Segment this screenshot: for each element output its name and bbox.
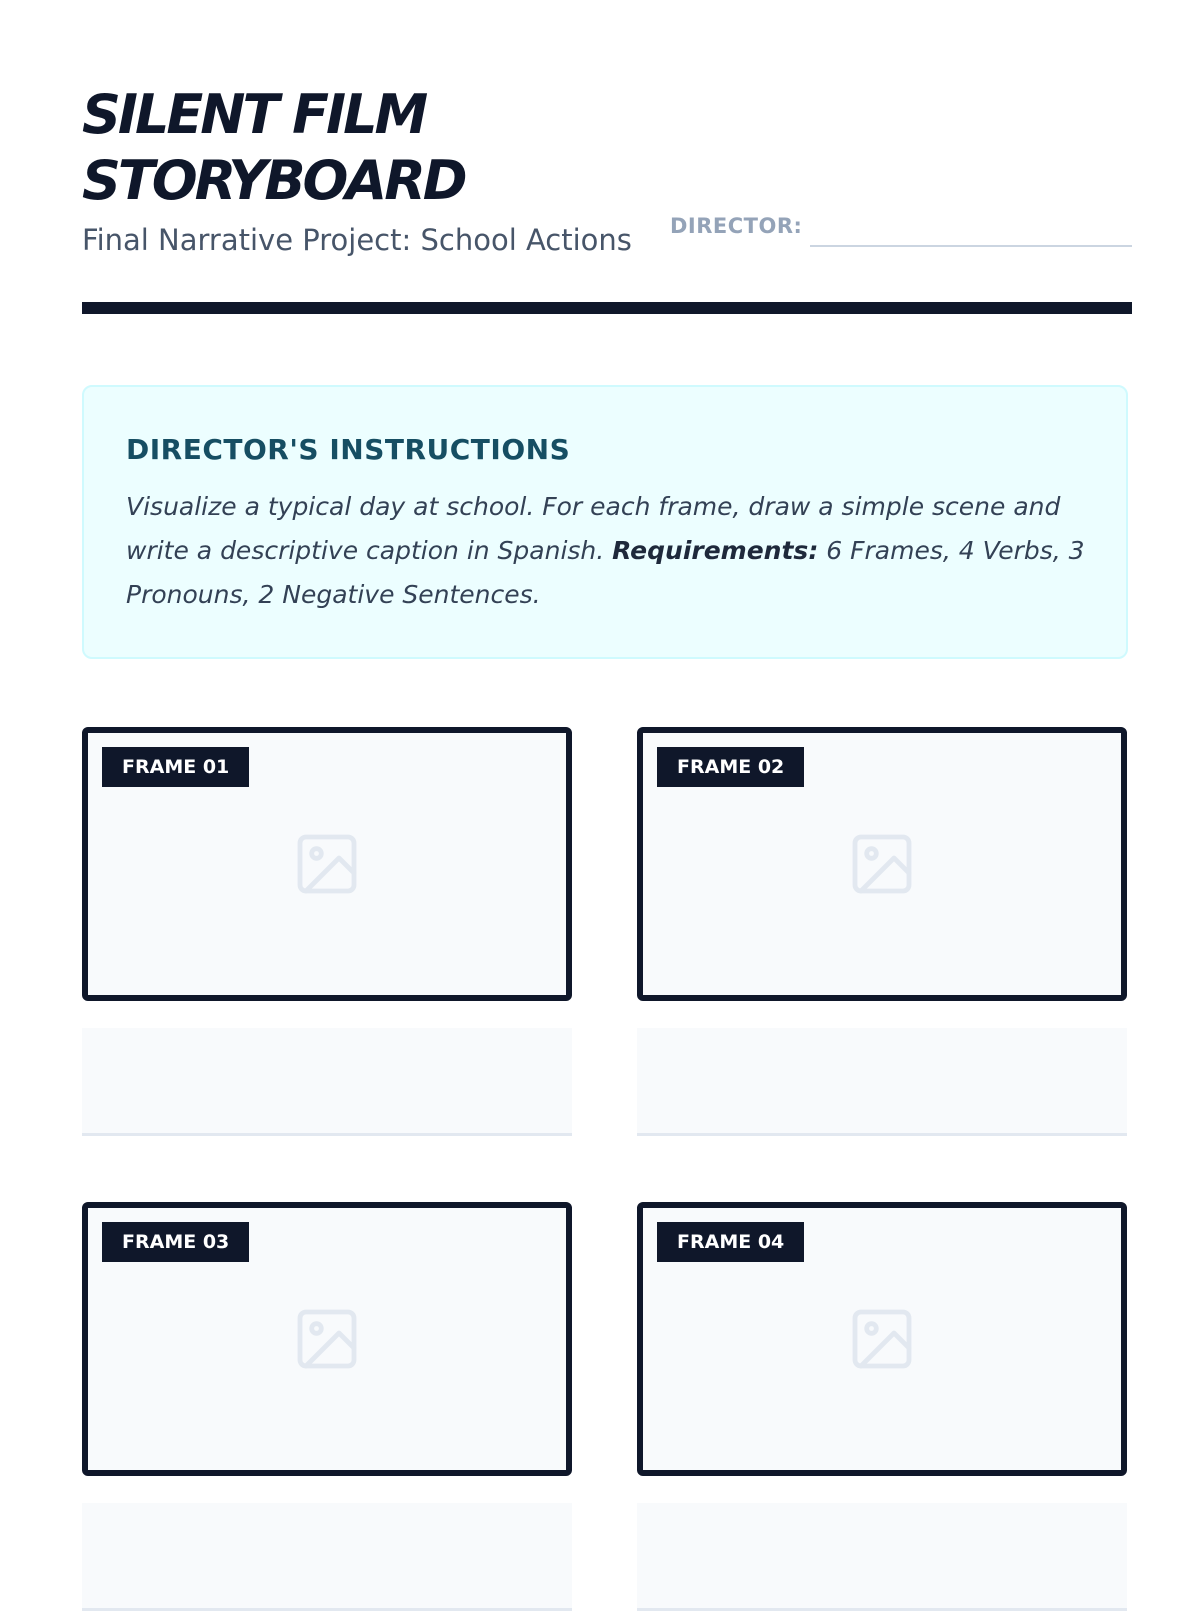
image-placeholder-icon bbox=[846, 1303, 918, 1375]
requirements-list: 6 Frames, 4 Verbs, 3 Pronouns, 2 Negative Sentences. bbox=[126, 536, 1085, 609]
director-label: DIRECTOR: bbox=[670, 214, 803, 238]
frame-02-caption-field[interactable] bbox=[637, 1028, 1127, 1136]
frame-label: FRAME 03 bbox=[102, 1222, 249, 1262]
instructions-text bbox=[126, 485, 1086, 617]
frame-01-caption-field[interactable] bbox=[82, 1028, 572, 1136]
frame-label: FRAME 01 bbox=[102, 747, 249, 787]
frame-03-caption-field[interactable] bbox=[82, 1503, 572, 1611]
frame-01-drawing-area[interactable] bbox=[82, 727, 572, 1001]
frame-03-drawing-area[interactable] bbox=[82, 1202, 572, 1476]
header-divider bbox=[82, 302, 1132, 314]
image-placeholder-icon bbox=[291, 828, 363, 900]
instructions-box bbox=[82, 385, 1128, 659]
page-subtitle: Final Narrative Project: School Actions bbox=[82, 223, 632, 257]
frame-02-drawing-area[interactable] bbox=[637, 727, 1127, 1001]
image-placeholder-icon bbox=[291, 1303, 363, 1375]
page-header bbox=[82, 0, 1132, 318]
frame-label: FRAME 02 bbox=[657, 747, 804, 787]
image-placeholder-icon bbox=[846, 828, 918, 900]
frame-04-caption-field[interactable] bbox=[637, 1503, 1127, 1611]
page-title: SILENT FILM STORYBOARD bbox=[82, 83, 465, 212]
requirements-label: Requirements: bbox=[612, 536, 819, 565]
instructions-heading: DIRECTOR'S INSTRUCTIONS bbox=[126, 433, 571, 466]
frame-04-drawing-area[interactable] bbox=[637, 1202, 1127, 1476]
instructions-text-intro: Visualize a typical day at school. For each frame, draw a simple scene and write a descriptive caption in Spanish. bbox=[126, 492, 1061, 565]
storyboard-page bbox=[82, 0, 1132, 1253]
director-name-field[interactable] bbox=[810, 245, 1132, 247]
frame-label: FRAME 04 bbox=[657, 1222, 804, 1262]
